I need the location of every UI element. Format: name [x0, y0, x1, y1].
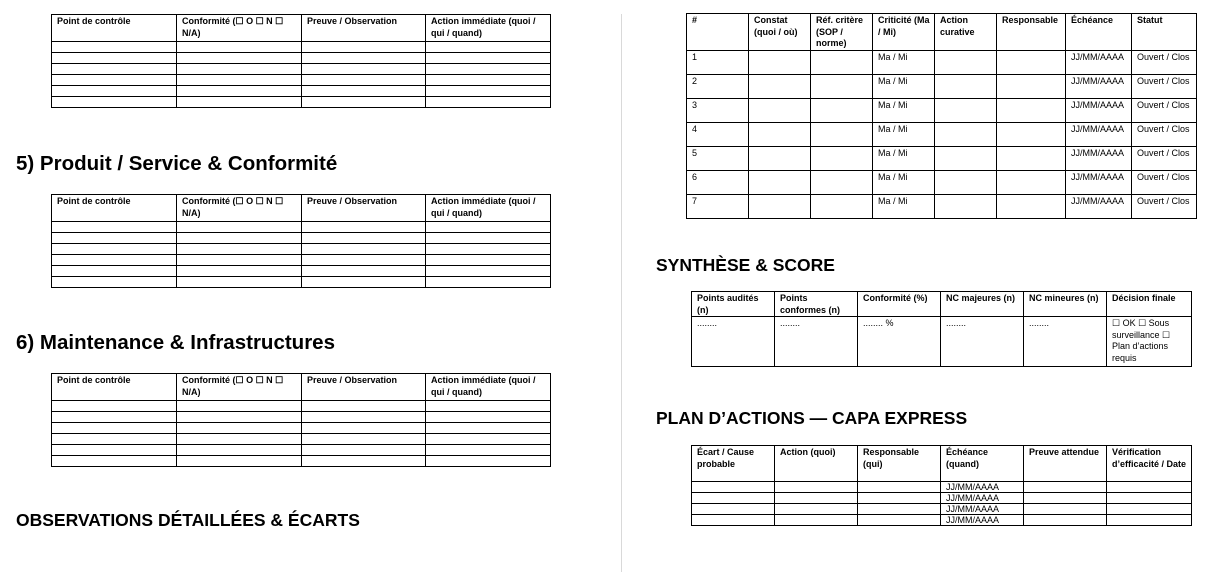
section-title-plan-actions: PLAN D’ACTIONS — CAPA EXPRESS	[656, 408, 968, 428]
section-title-produit: 5) Produit / Service & Conformité	[16, 152, 338, 175]
synthese-table	[691, 291, 1192, 367]
table-cell[interactable]	[858, 482, 941, 493]
table-row	[52, 423, 551, 434]
column-header: Échéance (quand)	[941, 446, 1024, 482]
table-cell[interactable]	[302, 423, 426, 434]
table-cell[interactable]	[426, 255, 551, 266]
table-row	[687, 50, 1197, 74]
table-row	[52, 255, 551, 266]
table-cell[interactable]: Ma / Mi	[873, 98, 935, 122]
column-header: Action (quoi)	[775, 446, 858, 482]
table-row	[692, 504, 1192, 515]
table-cell[interactable]	[935, 50, 997, 74]
table-cell[interactable]	[302, 445, 426, 456]
table-cell[interactable]	[52, 401, 177, 412]
table-cell[interactable]	[177, 255, 302, 266]
table-cell[interactable]	[177, 222, 302, 233]
table-cell[interactable]	[177, 244, 302, 255]
capa-table	[691, 445, 1192, 526]
table-cell[interactable]	[858, 504, 941, 515]
table-cell[interactable]	[749, 122, 811, 146]
column-header: Écart / Cause probable	[692, 446, 775, 482]
table-row	[52, 266, 551, 277]
column-header: Conformité (☐ O ☐ N ☐ N/A)	[177, 195, 302, 222]
table-cell[interactable]	[52, 255, 177, 266]
table-cell[interactable]	[302, 277, 426, 288]
table-row	[687, 122, 1197, 146]
table-cell[interactable]	[997, 170, 1066, 194]
table-cell[interactable]	[52, 97, 177, 108]
table-cell[interactable]	[426, 445, 551, 456]
table-row	[687, 74, 1197, 98]
table-cell[interactable]	[426, 64, 551, 75]
table-cell[interactable]	[811, 146, 873, 170]
table-cell[interactable]	[749, 170, 811, 194]
table-cell[interactable]	[177, 277, 302, 288]
table-cell[interactable]	[302, 266, 426, 277]
table-row	[52, 53, 551, 64]
table-row	[687, 194, 1197, 218]
table-cell[interactable]: JJ/MM/AAAA	[941, 482, 1024, 493]
table-row	[52, 97, 551, 108]
table-cell[interactable]	[997, 146, 1066, 170]
table-cell[interactable]	[302, 42, 426, 53]
table-row	[52, 445, 551, 456]
table-cell[interactable]	[52, 423, 177, 434]
table-cell[interactable]	[1024, 493, 1107, 504]
table-cell[interactable]: JJ/MM/AAAA	[1066, 50, 1132, 74]
table-cell[interactable]	[52, 244, 177, 255]
column-header: Conformité (%)	[858, 292, 941, 317]
table-cell[interactable]	[52, 64, 177, 75]
table-row	[52, 412, 551, 423]
table-cell[interactable]: ........	[1024, 317, 1107, 367]
table-row	[52, 75, 551, 86]
table-cell[interactable]	[775, 504, 858, 515]
table-row	[52, 222, 551, 233]
table-cell[interactable]	[775, 515, 858, 526]
control-table-maintenance	[51, 373, 551, 467]
table-cell[interactable]	[1107, 515, 1192, 526]
column-header: Décision finale	[1107, 292, 1192, 317]
document-page-right	[622, 0, 1209, 572]
table-cell[interactable]	[52, 222, 177, 233]
table-row	[52, 42, 551, 53]
table-cell[interactable]: JJ/MM/AAAA	[1066, 98, 1132, 122]
table-cell[interactable]	[858, 515, 941, 526]
table-cell[interactable]	[302, 456, 426, 467]
column-header: Action immédiate (quoi / qui / quand)	[426, 374, 551, 401]
table-cell[interactable]: Ma / Mi	[873, 146, 935, 170]
table-cell[interactable]: ........	[941, 317, 1024, 367]
column-header: NC majeures (n)	[941, 292, 1024, 317]
table-cell[interactable]: ........	[692, 317, 775, 367]
section-title-observations: OBSERVATIONS DÉTAILLÉES & ÉCARTS	[16, 510, 360, 530]
table-cell[interactable]	[52, 456, 177, 467]
table-cell[interactable]: ........ %	[858, 317, 941, 367]
table-cell[interactable]: Ouvert / Clos	[1132, 98, 1197, 122]
table-cell[interactable]	[426, 456, 551, 467]
table-cell[interactable]	[177, 412, 302, 423]
table-cell[interactable]: ........	[775, 317, 858, 367]
table-header-row	[692, 446, 1192, 482]
table-cell[interactable]	[302, 64, 426, 75]
table-cell[interactable]	[426, 401, 551, 412]
table-cell[interactable]	[302, 97, 426, 108]
table-cell[interactable]	[426, 244, 551, 255]
table-cell[interactable]: JJ/MM/AAAA	[1066, 194, 1132, 218]
table-cell[interactable]: Ma / Mi	[873, 194, 935, 218]
table-cell[interactable]: Ouvert / Clos	[1132, 194, 1197, 218]
table-cell[interactable]: Ma / Mi	[873, 122, 935, 146]
table-cell[interactable]: JJ/MM/AAAA	[1066, 170, 1132, 194]
table-cell[interactable]: JJ/MM/AAAA	[941, 493, 1024, 504]
table-cell[interactable]	[302, 255, 426, 266]
table-row	[52, 456, 551, 467]
table-cell[interactable]	[997, 74, 1066, 98]
table-cell[interactable]: 3	[687, 98, 749, 122]
table-row	[692, 482, 1192, 493]
table-header-row	[52, 15, 551, 42]
table-cell[interactable]	[935, 98, 997, 122]
table-cell[interactable]	[775, 493, 858, 504]
table-cell[interactable]	[426, 222, 551, 233]
table-cell[interactable]	[426, 75, 551, 86]
control-table-produit	[51, 194, 551, 288]
column-header: Points audités (n)	[692, 292, 775, 317]
table-cell[interactable]	[1107, 493, 1192, 504]
table-cell[interactable]	[858, 493, 941, 504]
table-cell[interactable]	[52, 445, 177, 456]
table-cell[interactable]	[177, 53, 302, 64]
table-cell[interactable]	[749, 146, 811, 170]
table-row	[52, 233, 551, 244]
table-cell[interactable]	[302, 75, 426, 86]
table-cell[interactable]	[1107, 504, 1192, 515]
table-cell[interactable]	[302, 86, 426, 97]
table-header-row	[52, 195, 551, 222]
column-header: Réf. critère (SOP / norme)	[811, 14, 873, 51]
table-cell[interactable]	[935, 170, 997, 194]
table-cell[interactable]	[997, 122, 1066, 146]
table-cell[interactable]	[1024, 515, 1107, 526]
column-header: Preuve attendue	[1024, 446, 1107, 482]
table-cell[interactable]	[811, 122, 873, 146]
table-cell[interactable]: Ouvert / Clos	[1132, 170, 1197, 194]
table-cell[interactable]: Ma / Mi	[873, 170, 935, 194]
table-cell[interactable]	[426, 412, 551, 423]
column-header: Conformité (☐ O ☐ N ☐ N/A)	[177, 374, 302, 401]
table-row	[52, 401, 551, 412]
column-header: Point de contrôle	[52, 15, 177, 42]
table-cell[interactable]	[177, 266, 302, 277]
table-cell[interactable]: Ouvert / Clos	[1132, 122, 1197, 146]
table-cell[interactable]	[749, 194, 811, 218]
table-cell[interactable]	[692, 504, 775, 515]
table-cell[interactable]	[935, 146, 997, 170]
table-cell[interactable]	[52, 434, 177, 445]
column-header: Points conformes (n)	[775, 292, 858, 317]
table-cell[interactable]	[426, 434, 551, 445]
column-header: Responsable	[997, 14, 1066, 51]
table-cell[interactable]	[52, 277, 177, 288]
table-row	[52, 64, 551, 75]
table-row	[692, 515, 1192, 526]
table-cell[interactable]	[52, 412, 177, 423]
table-cell[interactable]	[426, 423, 551, 434]
nonconformity-table	[686, 13, 1197, 219]
column-header: Action curative	[935, 14, 997, 51]
table-row	[52, 86, 551, 97]
table-cell[interactable]	[177, 42, 302, 53]
table-cell[interactable]	[997, 98, 1066, 122]
column-header: Criticité (Ma / Mi)	[873, 14, 935, 51]
control-table-top	[51, 14, 551, 108]
table-cell[interactable]	[997, 194, 1066, 218]
table-cell[interactable]	[811, 194, 873, 218]
table-cell[interactable]	[775, 482, 858, 493]
column-header: Preuve / Observation	[302, 15, 426, 42]
table-cell[interactable]: 6	[687, 170, 749, 194]
table-cell[interactable]	[302, 222, 426, 233]
table-cell[interactable]	[811, 50, 873, 74]
table-cell[interactable]	[177, 445, 302, 456]
table-cell[interactable]: JJ/MM/AAAA	[1066, 74, 1132, 98]
table-row	[52, 244, 551, 255]
column-header: #	[687, 14, 749, 51]
table-cell[interactable]	[52, 42, 177, 53]
table-row	[687, 170, 1197, 194]
table-cell[interactable]	[177, 75, 302, 86]
column-header: Responsable (qui)	[858, 446, 941, 482]
table-cell[interactable]: 1	[687, 50, 749, 74]
table-cell[interactable]	[177, 86, 302, 97]
table-cell[interactable]	[997, 50, 1066, 74]
column-header: NC mineures (n)	[1024, 292, 1107, 317]
table-cell[interactable]	[426, 86, 551, 97]
table-cell[interactable]	[302, 401, 426, 412]
table-cell[interactable]: Ouvert / Clos	[1132, 146, 1197, 170]
column-header: Statut	[1132, 14, 1197, 51]
table-header-row	[692, 292, 1192, 317]
section-title-synthese: SYNTHÈSE & SCORE	[656, 255, 835, 275]
table-row	[687, 98, 1197, 122]
column-header: Preuve / Observation	[302, 374, 426, 401]
table-cell[interactable]	[177, 456, 302, 467]
table-cell[interactable]	[52, 86, 177, 97]
table-cell[interactable]	[177, 97, 302, 108]
table-cell[interactable]	[749, 50, 811, 74]
section-title-maintenance: 6) Maintenance & Infrastructures	[16, 331, 335, 354]
table-cell[interactable]	[1024, 482, 1107, 493]
table-cell[interactable]	[302, 412, 426, 423]
table-cell[interactable]	[935, 74, 997, 98]
table-cell[interactable]	[177, 64, 302, 75]
table-cell[interactable]	[935, 122, 997, 146]
table-cell[interactable]	[1107, 482, 1192, 493]
column-header: Point de contrôle	[52, 374, 177, 401]
table-cell[interactable]	[177, 434, 302, 445]
table-cell[interactable]	[302, 434, 426, 445]
table-cell[interactable]	[692, 482, 775, 493]
table-cell[interactable]	[426, 277, 551, 288]
table-cell[interactable]: 5	[687, 146, 749, 170]
table-cell[interactable]: JJ/MM/AAAA	[1066, 122, 1132, 146]
table-cell[interactable]	[935, 194, 997, 218]
table-cell[interactable]: ☐ OK ☐ Sous surveillance ☐ Plan d’actions requis	[1107, 317, 1192, 367]
table-cell[interactable]	[52, 53, 177, 64]
table-header-row	[687, 14, 1197, 51]
column-header: Échéance	[1066, 14, 1132, 51]
table-header-row	[52, 374, 551, 401]
table-cell[interactable]	[52, 233, 177, 244]
table-cell[interactable]	[749, 74, 811, 98]
table-cell[interactable]	[302, 233, 426, 244]
table-row	[692, 317, 1192, 367]
table-cell[interactable]	[426, 53, 551, 64]
table-cell[interactable]	[1024, 504, 1107, 515]
table-cell[interactable]: 7	[687, 194, 749, 218]
table-cell[interactable]	[177, 401, 302, 412]
table-cell[interactable]	[426, 266, 551, 277]
table-cell[interactable]: Ma / Mi	[873, 50, 935, 74]
table-cell[interactable]: 2	[687, 74, 749, 98]
table-row	[687, 146, 1197, 170]
table-cell[interactable]	[811, 98, 873, 122]
table-cell[interactable]	[811, 74, 873, 98]
table-cell[interactable]	[177, 423, 302, 434]
table-row	[692, 493, 1192, 504]
table-cell[interactable]: JJ/MM/AAAA	[1066, 146, 1132, 170]
table-cell[interactable]	[692, 493, 775, 504]
table-cell[interactable]: JJ/MM/AAAA	[941, 515, 1024, 526]
column-header: Conformité (☐ O ☐ N ☐ N/A)	[177, 15, 302, 42]
table-row	[52, 277, 551, 288]
column-header: Action immédiate (quoi / qui / quand)	[426, 195, 551, 222]
table-row	[52, 434, 551, 445]
table-cell[interactable]	[426, 42, 551, 53]
column-header: Action immédiate (quoi / qui / quand)	[426, 15, 551, 42]
table-cell[interactable]	[749, 98, 811, 122]
table-cell[interactable]: 4	[687, 122, 749, 146]
table-cell[interactable]	[302, 53, 426, 64]
column-header: Preuve / Observation	[302, 195, 426, 222]
column-header: Vérification d’efficacité / Date	[1107, 446, 1192, 482]
table-cell[interactable]: Ouvert / Clos	[1132, 74, 1197, 98]
table-cell[interactable]: JJ/MM/AAAA	[941, 504, 1024, 515]
table-cell[interactable]	[177, 233, 302, 244]
table-cell[interactable]: Ma / Mi	[873, 74, 935, 98]
table-cell[interactable]	[692, 515, 775, 526]
table-cell[interactable]	[426, 233, 551, 244]
column-header: Constat (quoi / où)	[749, 14, 811, 51]
table-cell[interactable]	[426, 97, 551, 108]
table-cell[interactable]	[52, 266, 177, 277]
column-header: Point de contrôle	[52, 195, 177, 222]
table-cell[interactable]: Ouvert / Clos	[1132, 50, 1197, 74]
table-cell[interactable]	[52, 75, 177, 86]
table-cell[interactable]	[302, 244, 426, 255]
table-cell[interactable]	[811, 170, 873, 194]
